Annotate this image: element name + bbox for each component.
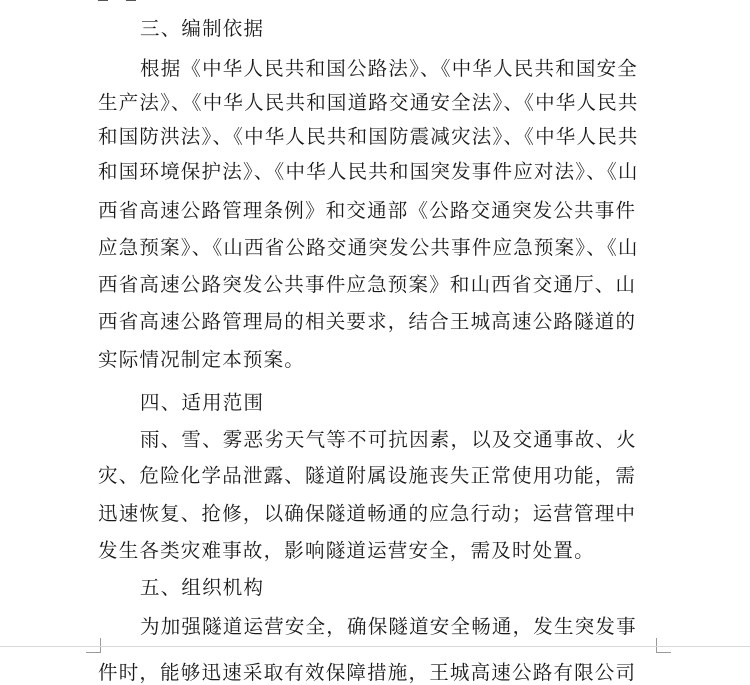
paragraph-line: 灾、危险化学品泄露、隧道附属设施丧失正常使用功能，需 xyxy=(98,464,637,487)
cutoff-text-fragment xyxy=(98,0,158,1)
paragraph-line: 和国环境保护法》、《中华人民共和国突发事件应对法》、《山 xyxy=(98,160,639,183)
paragraph-line: 根据《中华人民共和国公路法》、《中华人民共和国安全 xyxy=(140,57,639,80)
paragraph-line: 件时，能够迅速采取有效保障措施，王城高速公路有限公司 xyxy=(98,661,637,684)
paragraph-line: 应急预案》、《山西省公路交通突发公共事件应急预案》、《山 xyxy=(98,236,639,259)
paragraph-line: 西省高速公路管理局的相关要求，结合王城高速公路隧道的 xyxy=(98,310,637,333)
paragraph-line: 西省高速公路突发公共事件应急预案》和山西省交通厅、山 xyxy=(98,273,637,296)
section-heading-basis: 三、编制依据 xyxy=(140,17,265,40)
paragraph-line: 发生各类灾难事故，影响隧道运营安全，需及时处置。 xyxy=(98,539,595,562)
paragraph-line: 雨、雪、雾恶劣天气等不可抗因素，以及交通事故、火 xyxy=(140,428,637,451)
page-break-divider xyxy=(0,646,750,647)
paragraph-line: 迅速恢复、抢修，以确保隧道畅通的应急行动；运营管理中 xyxy=(98,502,637,525)
paragraph-line: 西省高速公路管理条例》和交通部《公路交通突发公共事件 xyxy=(98,199,637,222)
paragraph-line: 为加强隧道运营安全，确保隧道安全畅通，发生突发事 xyxy=(140,615,637,638)
paragraph-line: 实际情况制定本预案。 xyxy=(98,348,306,371)
section-heading-scope: 四、适用范围 xyxy=(140,391,265,414)
section-heading-organization: 五、组织机构 xyxy=(140,576,265,599)
paragraph-line: 生产法》、《中华人民共和国道路交通安全法》、《中华人民共 xyxy=(98,91,639,114)
paragraph-line: 和国防洪法》、《中华人民共和国防震减灾法》、《中华人民共 xyxy=(98,125,639,148)
